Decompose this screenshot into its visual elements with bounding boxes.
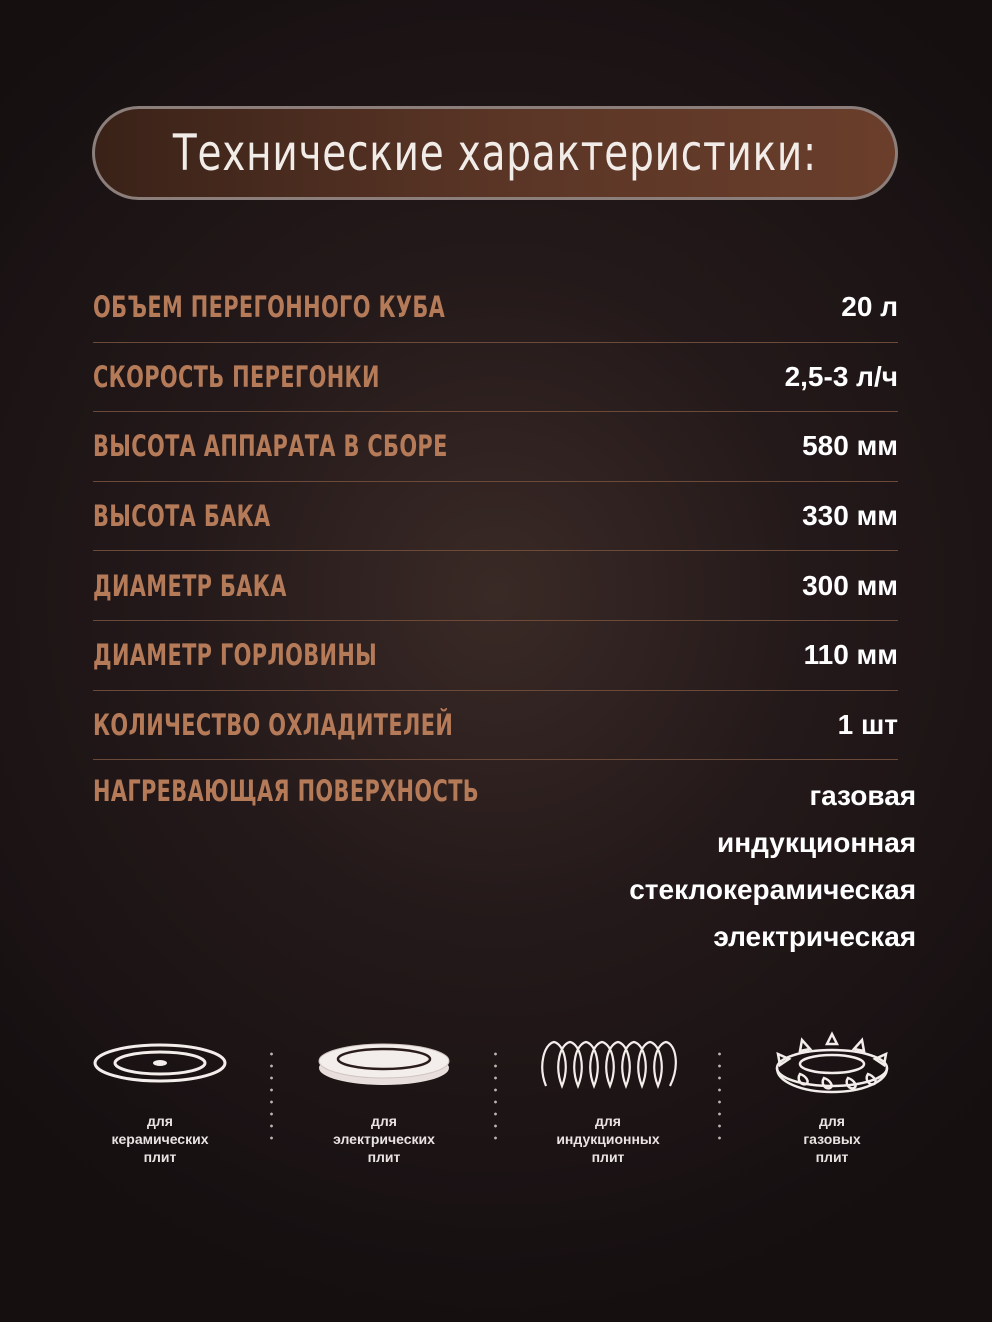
spec-value: 580 мм	[802, 430, 898, 462]
surface-item: электрическая	[713, 921, 917, 953]
spec-label: КОЛИЧЕСТВО ОХЛАДИТЕЛЕЙ	[93, 707, 454, 742]
spec-row	[93, 551, 898, 621]
title-banner	[92, 106, 898, 200]
spec-label: СКОРОСТЬ ПЕРЕГОНКИ	[93, 359, 380, 394]
hob-caption: для газовых плит	[803, 1113, 861, 1165]
spec-value: 110 мм	[803, 639, 898, 671]
spec-table	[93, 273, 917, 960]
spec-row-heating	[93, 760, 917, 960]
hob-caption: для электрических плит	[333, 1113, 435, 1165]
spec-label: НАГРЕВАЮЩАЯ ПОВЕРХНОСТЬ	[93, 774, 480, 809]
spec-label: ДИАМЕТР ГОРЛОВИНЫ	[93, 638, 378, 673]
spec-value: 2,5-3 л/ч	[784, 360, 898, 392]
electric-hob-icon	[294, 1030, 474, 1102]
hob-card-ceramic	[48, 1030, 272, 1166]
surface-item: газовая	[809, 780, 917, 812]
spec-value: 20 л	[841, 291, 898, 323]
hob-card-induction	[496, 1030, 720, 1166]
surface-item: индукционная	[717, 827, 917, 859]
heating-surfaces-list	[629, 772, 916, 960]
surface-item: стеклокерамическая	[629, 874, 917, 906]
hob-card-electric	[272, 1030, 496, 1166]
spec-row	[93, 691, 898, 761]
hob-caption: для индукционных плит	[556, 1113, 660, 1165]
spec-label: ОБЪЕМ ПЕРЕГОННОГО КУБА	[93, 290, 446, 325]
gas-hob-icon	[742, 1030, 922, 1102]
spec-label: ВЫСОТА АППАРАТА В СБОРЕ	[93, 429, 448, 464]
induction-hob-icon	[518, 1030, 698, 1102]
hob-icons-row	[48, 1030, 944, 1166]
spec-row	[93, 343, 898, 413]
spec-row	[93, 273, 898, 343]
ceramic-hob-icon	[70, 1030, 250, 1102]
spec-row	[93, 482, 898, 552]
spec-row	[93, 621, 898, 691]
spec-row	[93, 412, 898, 482]
hob-card-gas	[720, 1030, 944, 1166]
hob-caption: для керамических плит	[111, 1113, 209, 1165]
spec-label: ДИАМЕТР БАКА	[93, 568, 287, 603]
spec-value: 330 мм	[802, 500, 898, 532]
spec-value: 1 шт	[837, 708, 898, 740]
spec-label: ВЫСОТА БАКА	[93, 499, 271, 534]
page-title: Технические характеристики:	[172, 124, 818, 182]
spec-value: 300 мм	[802, 569, 898, 601]
